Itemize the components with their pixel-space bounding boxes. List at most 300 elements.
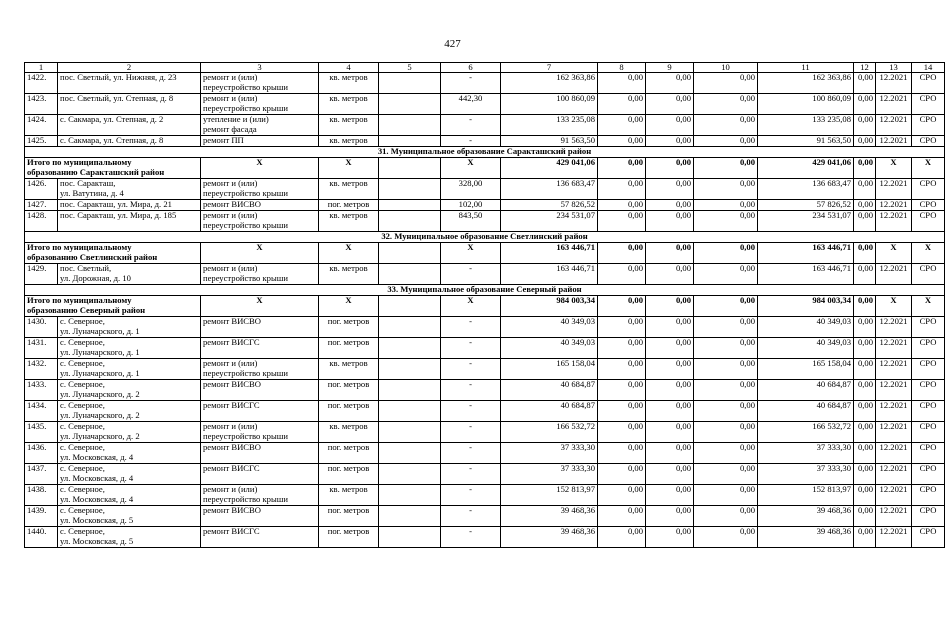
cell-line: ремонт и (или) bbox=[203, 178, 258, 188]
address-cell bbox=[58, 443, 201, 464]
deadline-cell: 12.2021 bbox=[876, 179, 912, 200]
total-x bbox=[379, 158, 441, 179]
work-type-cell bbox=[201, 380, 319, 401]
cost-cell: 0,00 bbox=[694, 211, 758, 232]
address-cell bbox=[58, 211, 201, 232]
cost-total: 133 235,08 bbox=[758, 115, 854, 136]
cost-cell: 0,00 bbox=[694, 464, 758, 485]
total-row bbox=[25, 243, 945, 264]
cost-cell: 0,00 bbox=[598, 317, 646, 338]
work-type-cell bbox=[201, 317, 319, 338]
total-amount: 984 003,34 bbox=[501, 296, 598, 317]
cost-total: 100 860,09 bbox=[758, 94, 854, 115]
cost-cell: 0,00 bbox=[598, 115, 646, 136]
deadline-cell: 12.2021 bbox=[876, 359, 912, 380]
cost-cell: 0,00 bbox=[694, 485, 758, 506]
cost-cell: 0,00 bbox=[854, 264, 876, 285]
cost-cell: 0,00 bbox=[646, 464, 694, 485]
cost-cell: 0,00 bbox=[694, 359, 758, 380]
deadline-cell: 12.2021 bbox=[876, 443, 912, 464]
cost-cell: 0,00 bbox=[694, 73, 758, 94]
total-x: Х bbox=[912, 296, 945, 317]
cost-cell: 0,00 bbox=[694, 527, 758, 548]
cell-line: с. Северное, bbox=[60, 400, 105, 410]
cost-total: 163 446,71 bbox=[758, 264, 854, 285]
unit-cell: пог. метров bbox=[319, 506, 379, 527]
quantity-cell bbox=[379, 200, 441, 211]
cost-cell: 0,00 bbox=[646, 359, 694, 380]
total-amount: 429 041,06 bbox=[501, 158, 598, 179]
page-number: 427 bbox=[444, 38, 461, 50]
row-number: 1439. bbox=[25, 506, 58, 527]
column-header-12: 12 bbox=[854, 63, 876, 73]
cost-cell: 0,00 bbox=[646, 401, 694, 422]
cost-total: 39 468,36 bbox=[501, 527, 598, 548]
cell-line: ремонт ВИСВО bbox=[203, 442, 261, 452]
total-value: 0,00 bbox=[694, 296, 758, 317]
method-cell: СРО bbox=[912, 179, 945, 200]
work-type-cell bbox=[201, 94, 319, 115]
cost-cell: 0,00 bbox=[854, 359, 876, 380]
table-row bbox=[25, 211, 945, 232]
cell-line: пос. Светлый, bbox=[60, 263, 112, 273]
cost-cell: 0,00 bbox=[646, 506, 694, 527]
cell-line: пос. Светлый, ул. Степная, д. 8 bbox=[60, 93, 174, 103]
cell-line: ул. Ватутина, д. 4 bbox=[60, 187, 124, 198]
cell-line: переустройство крыши bbox=[203, 430, 288, 441]
header-row bbox=[25, 63, 945, 73]
cost-cell: 0,00 bbox=[598, 527, 646, 548]
cell-line: ул. Московская, д. 4 bbox=[60, 451, 134, 462]
cost-total: 40 684,87 bbox=[501, 380, 598, 401]
cost-cell: 0,00 bbox=[598, 73, 646, 94]
cell-line: ремонт ВИСВО bbox=[203, 199, 261, 209]
cost-cell: 0,00 bbox=[854, 73, 876, 94]
total-x: Х bbox=[201, 243, 319, 264]
quantity-cell bbox=[379, 338, 441, 359]
cost-total: 166 532,72 bbox=[501, 422, 598, 443]
unit-cell: пог. метров bbox=[319, 317, 379, 338]
cell-line: переустройство крыши bbox=[203, 493, 288, 504]
cost-total: 166 532,72 bbox=[758, 422, 854, 443]
column-header-9: 9 bbox=[646, 63, 694, 73]
quantity-cell bbox=[379, 464, 441, 485]
unit-cell: кв. метров bbox=[319, 136, 379, 147]
cell-line: ремонт ВИСВО bbox=[203, 316, 261, 326]
cost-cell: 0,00 bbox=[598, 464, 646, 485]
cost-cell: 0,00 bbox=[646, 200, 694, 211]
deadline-cell: 12.2021 bbox=[876, 94, 912, 115]
cell-line: ремонт и (или) bbox=[203, 358, 258, 368]
cell-line: ул. Луначарского, д. 2 bbox=[60, 430, 140, 441]
cell-line: ремонт ВИСГС bbox=[203, 400, 260, 410]
quantity-value: - bbox=[441, 464, 501, 485]
row-number: 1433. bbox=[25, 380, 58, 401]
work-type-cell bbox=[201, 506, 319, 527]
cost-cell: 0,00 bbox=[646, 443, 694, 464]
table-row bbox=[25, 264, 945, 285]
cost-total: 40 349,03 bbox=[501, 317, 598, 338]
deadline-cell: 12.2021 bbox=[876, 317, 912, 338]
quantity-cell bbox=[379, 359, 441, 380]
cost-cell: 0,00 bbox=[598, 211, 646, 232]
quantity-cell bbox=[379, 179, 441, 200]
method-cell: СРО bbox=[912, 506, 945, 527]
cost-cell: 0,00 bbox=[694, 338, 758, 359]
table-row bbox=[25, 338, 945, 359]
quantity-cell bbox=[379, 380, 441, 401]
cost-total: 57 826,52 bbox=[501, 200, 598, 211]
row-number: 1424. bbox=[25, 115, 58, 136]
total-x bbox=[379, 243, 441, 264]
cost-cell: 0,00 bbox=[646, 179, 694, 200]
quantity-value: 843,50 bbox=[441, 211, 501, 232]
row-number: 1438. bbox=[25, 485, 58, 506]
total-value: 0,00 bbox=[646, 158, 694, 179]
work-type-cell bbox=[201, 136, 319, 147]
cost-cell: 0,00 bbox=[646, 527, 694, 548]
cell-line: ремонт и (или) bbox=[203, 484, 258, 494]
table-row bbox=[25, 527, 945, 548]
method-cell: СРО bbox=[912, 527, 945, 548]
quantity-value: - bbox=[441, 115, 501, 136]
total-value: 0,00 bbox=[598, 158, 646, 179]
quantity-cell bbox=[379, 443, 441, 464]
cost-cell: 0,00 bbox=[854, 464, 876, 485]
row-number: 1432. bbox=[25, 359, 58, 380]
cost-cell: 0,00 bbox=[646, 264, 694, 285]
cell-line: образованию Светлинский район bbox=[27, 251, 158, 262]
quantity-value: - bbox=[441, 380, 501, 401]
total-x: Х bbox=[876, 243, 912, 264]
address-cell bbox=[58, 200, 201, 211]
cost-total: 39 468,36 bbox=[501, 506, 598, 527]
table-row bbox=[25, 317, 945, 338]
quantity-cell bbox=[379, 401, 441, 422]
cost-cell: 0,00 bbox=[694, 94, 758, 115]
total-value: 0,00 bbox=[598, 243, 646, 264]
cost-cell: 0,00 bbox=[854, 506, 876, 527]
cost-total: 91 563,50 bbox=[501, 136, 598, 147]
table-row bbox=[25, 443, 945, 464]
deadline-cell: 12.2021 bbox=[876, 73, 912, 94]
cost-cell: 0,00 bbox=[646, 422, 694, 443]
cost-total: 39 468,36 bbox=[758, 506, 854, 527]
address-cell bbox=[58, 359, 201, 380]
quantity-value: - bbox=[441, 527, 501, 548]
cost-total: 39 468,36 bbox=[758, 527, 854, 548]
table-row bbox=[25, 94, 945, 115]
cost-cell: 0,00 bbox=[598, 485, 646, 506]
cost-cell: 0,00 bbox=[694, 179, 758, 200]
cell-line: с. Северное, bbox=[60, 442, 105, 452]
unit-cell: пог. метров bbox=[319, 338, 379, 359]
cell-line: ул. Луначарского, д. 1 bbox=[60, 325, 140, 336]
cost-cell: 0,00 bbox=[598, 380, 646, 401]
unit-cell: кв. метров bbox=[319, 211, 379, 232]
unit-cell: кв. метров bbox=[319, 94, 379, 115]
cost-cell: 0,00 bbox=[854, 443, 876, 464]
work-type-cell bbox=[201, 443, 319, 464]
deadline-cell: 12.2021 bbox=[876, 115, 912, 136]
unit-cell: пог. метров bbox=[319, 527, 379, 548]
address-cell bbox=[58, 464, 201, 485]
address-cell bbox=[58, 136, 201, 147]
unit-cell: пог. метров bbox=[319, 380, 379, 401]
total-x: Х bbox=[912, 243, 945, 264]
work-type-cell bbox=[201, 485, 319, 506]
cost-total: 136 683,47 bbox=[758, 179, 854, 200]
cost-total: 136 683,47 bbox=[501, 179, 598, 200]
cell-line: переустройство крыши bbox=[203, 187, 288, 198]
cost-cell: 0,00 bbox=[854, 527, 876, 548]
quantity-cell bbox=[379, 506, 441, 527]
cell-line: с. Северное, bbox=[60, 526, 105, 536]
cell-line: ул. Московская, д. 4 bbox=[60, 472, 134, 483]
cost-cell: 0,00 bbox=[646, 94, 694, 115]
row-number: 1431. bbox=[25, 338, 58, 359]
cost-total: 57 826,52 bbox=[758, 200, 854, 211]
row-number: 1437. bbox=[25, 464, 58, 485]
cost-cell: 0,00 bbox=[854, 94, 876, 115]
total-label bbox=[25, 296, 201, 317]
column-header-1: 1 bbox=[25, 63, 58, 73]
method-cell: СРО bbox=[912, 211, 945, 232]
address-cell bbox=[58, 380, 201, 401]
quantity-value: - bbox=[441, 443, 501, 464]
method-cell: СРО bbox=[912, 359, 945, 380]
cost-total: 162 363,86 bbox=[758, 73, 854, 94]
row-number: 1422. bbox=[25, 73, 58, 94]
total-amount: 163 446,71 bbox=[501, 243, 598, 264]
work-type-cell bbox=[201, 73, 319, 94]
cell-line: ул. Московская, д. 4 bbox=[60, 493, 134, 504]
cost-cell: 0,00 bbox=[854, 211, 876, 232]
cost-total: 234 531,07 bbox=[758, 211, 854, 232]
cost-cell: 0,00 bbox=[598, 401, 646, 422]
row-number: 1423. bbox=[25, 94, 58, 115]
quantity-cell bbox=[379, 136, 441, 147]
cost-cell: 0,00 bbox=[854, 380, 876, 401]
cost-total: 133 235,08 bbox=[501, 115, 598, 136]
cost-cell: 0,00 bbox=[694, 422, 758, 443]
method-cell: СРО bbox=[912, 401, 945, 422]
cell-line: переустройство крыши bbox=[203, 272, 288, 283]
work-type-cell bbox=[201, 211, 319, 232]
cost-cell: 0,00 bbox=[646, 380, 694, 401]
deadline-cell: 12.2021 bbox=[876, 464, 912, 485]
total-x: Х bbox=[441, 158, 501, 179]
column-header-4: 4 bbox=[319, 63, 379, 73]
quantity-value: - bbox=[441, 264, 501, 285]
row-number: 1436. bbox=[25, 443, 58, 464]
address-cell bbox=[58, 94, 201, 115]
table-row bbox=[25, 401, 945, 422]
total-value: 0,00 bbox=[854, 243, 876, 264]
cost-cell: 0,00 bbox=[598, 200, 646, 211]
total-x: Х bbox=[441, 243, 501, 264]
cost-total: 37 333,30 bbox=[758, 464, 854, 485]
total-value: 0,00 bbox=[694, 158, 758, 179]
cost-cell: 0,00 bbox=[694, 443, 758, 464]
quantity-value: - bbox=[441, 506, 501, 527]
cost-total: 163 446,71 bbox=[501, 264, 598, 285]
unit-cell: кв. метров bbox=[319, 359, 379, 380]
table-row bbox=[25, 359, 945, 380]
quantity-value: - bbox=[441, 317, 501, 338]
total-value: 0,00 bbox=[598, 296, 646, 317]
column-header-11: 11 bbox=[758, 63, 854, 73]
row-number: 1430. bbox=[25, 317, 58, 338]
cost-total: 91 563,50 bbox=[758, 136, 854, 147]
cell-line: ремонт ВИСГС bbox=[203, 526, 260, 536]
address-cell bbox=[58, 527, 201, 548]
deadline-cell: 12.2021 bbox=[876, 136, 912, 147]
total-value: 0,00 bbox=[646, 243, 694, 264]
cost-cell: 0,00 bbox=[854, 317, 876, 338]
method-cell: СРО bbox=[912, 94, 945, 115]
cost-cell: 0,00 bbox=[646, 338, 694, 359]
cell-line: пос. Светлый, ул. Нижняя, д. 23 bbox=[60, 72, 177, 82]
cost-cell: 0,00 bbox=[598, 179, 646, 200]
work-type-cell bbox=[201, 200, 319, 211]
section-row bbox=[25, 285, 945, 296]
cell-line: переустройство крыши bbox=[203, 81, 288, 92]
total-amount: 429 041,06 bbox=[758, 158, 854, 179]
cell-line: с. Северное, bbox=[60, 379, 105, 389]
cost-cell: 0,00 bbox=[694, 200, 758, 211]
cell-line: ремонт фасада bbox=[203, 123, 257, 134]
table-row bbox=[25, 485, 945, 506]
table-row bbox=[25, 200, 945, 211]
cost-cell: 0,00 bbox=[646, 211, 694, 232]
quantity-cell bbox=[379, 264, 441, 285]
column-header-6: 6 bbox=[441, 63, 501, 73]
table-body bbox=[25, 63, 945, 548]
total-amount: 984 003,34 bbox=[758, 296, 854, 317]
cost-cell: 0,00 bbox=[854, 422, 876, 443]
method-cell: СРО bbox=[912, 464, 945, 485]
cell-line: с. Сакмара, ул. Степная, д. 2 bbox=[60, 114, 164, 124]
table-row bbox=[25, 422, 945, 443]
cell-line: ремонт ПП bbox=[203, 135, 244, 145]
cell-line: ул. Московская, д. 5 bbox=[60, 535, 134, 546]
deadline-cell: 12.2021 bbox=[876, 200, 912, 211]
table-row bbox=[25, 136, 945, 147]
cell-line: ремонт и (или) bbox=[203, 93, 258, 103]
cost-cell: 0,00 bbox=[694, 264, 758, 285]
quantity-cell bbox=[379, 485, 441, 506]
work-type-cell bbox=[201, 338, 319, 359]
cell-line: ремонт ВИСВО bbox=[203, 505, 261, 515]
total-x: Х bbox=[201, 296, 319, 317]
row-number: 1435. bbox=[25, 422, 58, 443]
cost-cell: 0,00 bbox=[854, 338, 876, 359]
method-cell: СРО bbox=[912, 443, 945, 464]
cost-cell: 0,00 bbox=[694, 136, 758, 147]
quantity-value: 442,30 bbox=[441, 94, 501, 115]
section-title: 32. Муниципальное образование Светлинский район bbox=[25, 232, 945, 243]
cost-cell: 0,00 bbox=[854, 115, 876, 136]
method-cell: СРО bbox=[912, 73, 945, 94]
deadline-cell: 12.2021 bbox=[876, 264, 912, 285]
cell-line: ул. Дорожная, д. 10 bbox=[60, 272, 131, 283]
deadline-cell: 12.2021 bbox=[876, 211, 912, 232]
address-cell bbox=[58, 338, 201, 359]
cell-line: Итого по муниципальному bbox=[27, 242, 132, 252]
table-row bbox=[25, 115, 945, 136]
address-cell bbox=[58, 422, 201, 443]
unit-cell: кв. метров bbox=[319, 179, 379, 200]
total-x: Х bbox=[319, 243, 379, 264]
cost-cell: 0,00 bbox=[854, 136, 876, 147]
deadline-cell: 12.2021 bbox=[876, 485, 912, 506]
cost-cell: 0,00 bbox=[646, 115, 694, 136]
work-type-cell bbox=[201, 527, 319, 548]
unit-cell: пог. метров bbox=[319, 401, 379, 422]
quantity-cell bbox=[379, 94, 441, 115]
cost-cell: 0,00 bbox=[598, 506, 646, 527]
total-label bbox=[25, 243, 201, 264]
cell-line: с. Северное, bbox=[60, 484, 105, 494]
row-number: 1425. bbox=[25, 136, 58, 147]
work-type-cell bbox=[201, 179, 319, 200]
cost-total: 40 684,87 bbox=[501, 401, 598, 422]
column-header-7: 7 bbox=[501, 63, 598, 73]
cell-line: с. Северное, bbox=[60, 421, 105, 431]
quantity-cell bbox=[379, 527, 441, 548]
cell-line: с. Сакмара, ул. Степная, д. 8 bbox=[60, 135, 164, 145]
cost-cell: 0,00 bbox=[646, 73, 694, 94]
method-cell: СРО bbox=[912, 380, 945, 401]
cell-line: с. Северное, bbox=[60, 505, 105, 515]
deadline-cell: 12.2021 bbox=[876, 401, 912, 422]
cost-total: 37 333,30 bbox=[501, 443, 598, 464]
cell-line: ремонт и (или) bbox=[203, 421, 258, 431]
cost-total: 40 349,03 bbox=[501, 338, 598, 359]
address-cell bbox=[58, 73, 201, 94]
method-cell: СРО bbox=[912, 485, 945, 506]
row-number: 1429. bbox=[25, 264, 58, 285]
quantity-cell bbox=[379, 211, 441, 232]
total-value: 0,00 bbox=[646, 296, 694, 317]
cell-line: с. Северное, bbox=[60, 463, 105, 473]
address-cell bbox=[58, 401, 201, 422]
address-cell bbox=[58, 264, 201, 285]
row-number: 1440. bbox=[25, 527, 58, 548]
work-type-cell bbox=[201, 115, 319, 136]
cost-cell: 0,00 bbox=[694, 317, 758, 338]
cost-total: 162 363,86 bbox=[501, 73, 598, 94]
cost-total: 40 684,87 bbox=[758, 380, 854, 401]
quantity-value: - bbox=[441, 73, 501, 94]
cost-cell: 0,00 bbox=[646, 485, 694, 506]
section-row bbox=[25, 147, 945, 158]
cost-cell: 0,00 bbox=[598, 136, 646, 147]
work-type-cell bbox=[201, 359, 319, 380]
cell-line: утепление и (или) bbox=[203, 114, 269, 124]
column-header-13: 13 bbox=[876, 63, 912, 73]
cell-line: пос. Саракташ, ул. Мира, д. 21 bbox=[60, 199, 172, 209]
address-cell bbox=[58, 485, 201, 506]
total-x: Х bbox=[912, 158, 945, 179]
column-header-2: 2 bbox=[58, 63, 201, 73]
total-x: Х bbox=[876, 296, 912, 317]
cell-line: ул. Луначарского, д. 2 bbox=[60, 409, 140, 420]
cost-total: 40 684,87 bbox=[758, 401, 854, 422]
unit-cell: кв. метров bbox=[319, 73, 379, 94]
deadline-cell: 12.2021 bbox=[876, 527, 912, 548]
